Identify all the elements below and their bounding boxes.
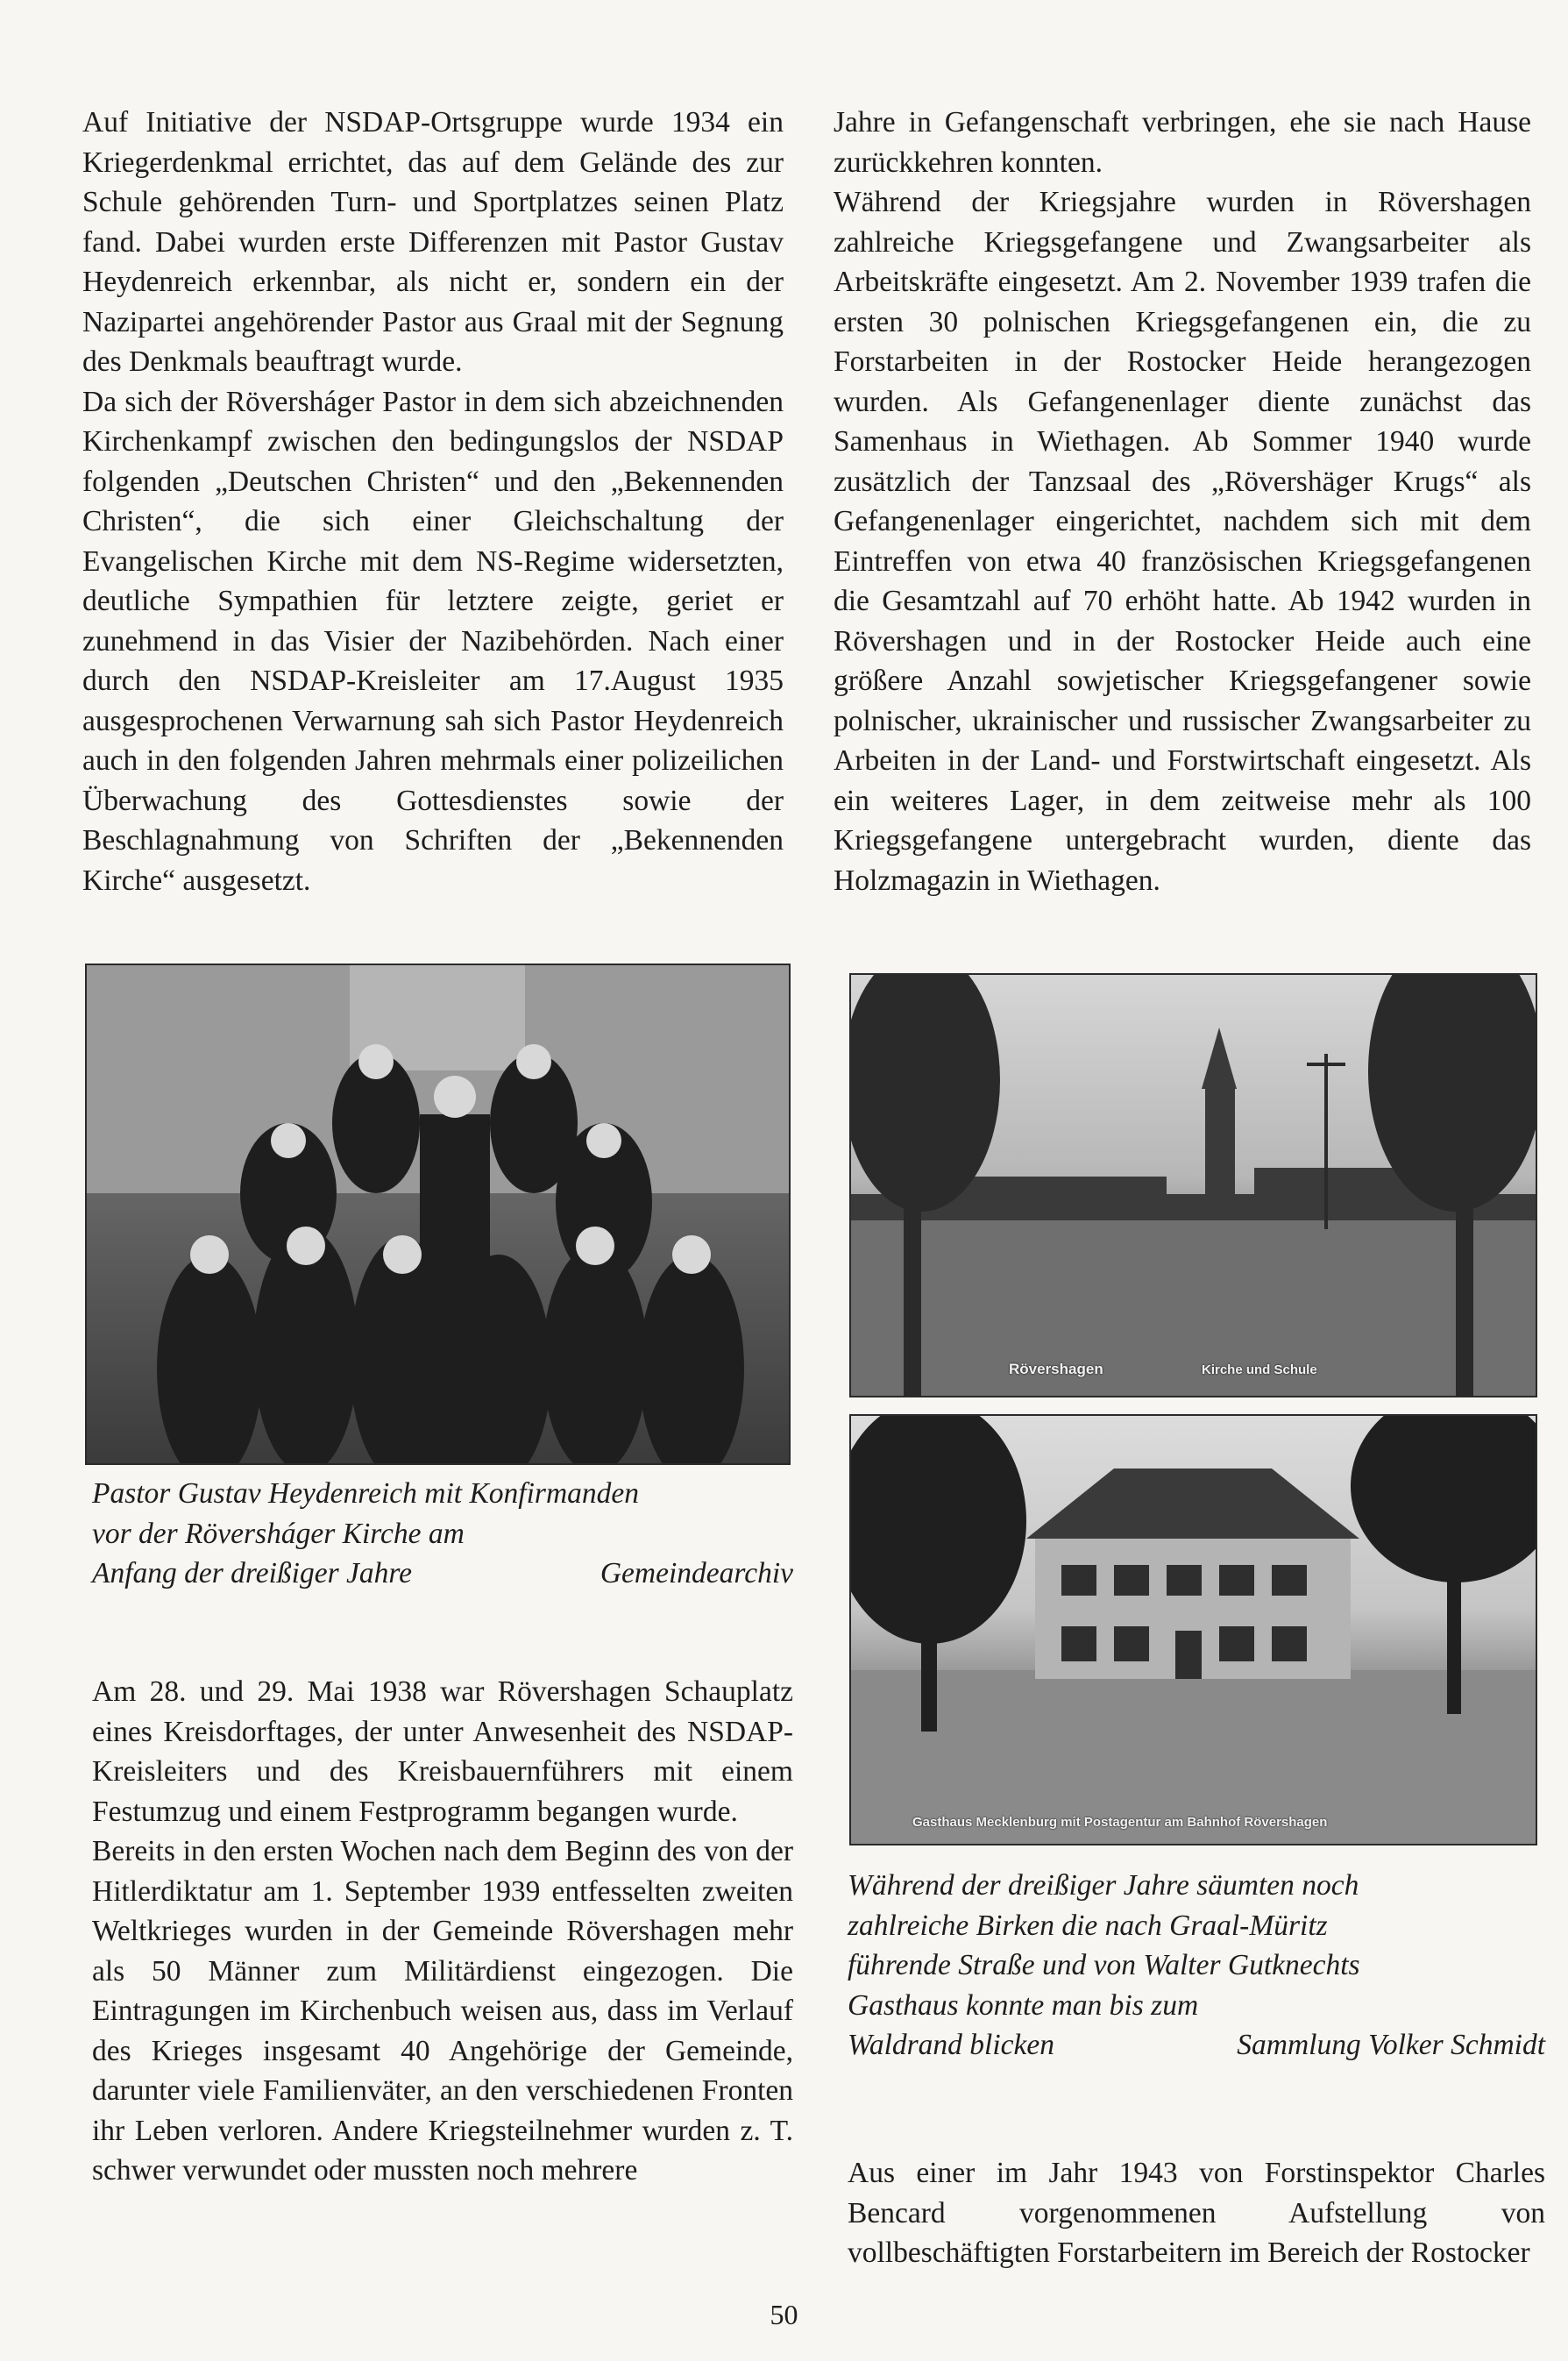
caption-line: zahlreiche Birken die nach Graal-Müritz: [848, 1909, 1328, 1942]
church-and-school-photo: [849, 973, 1537, 1397]
right-photo-caption: [848, 1866, 1545, 2066]
right-column-top-text: [834, 103, 1531, 900]
caption-line: vor der Röversháger Kirche am: [92, 1517, 465, 1550]
gasthaus-mecklenburg-photo: [849, 1414, 1537, 1845]
paragraph: Jahre in Gefangenschaft verbringen, ehe sie nach Hause zurückkehren konnten.: [834, 106, 1531, 179]
paragraph: Während der Kriegsjahre wurden in Rövershagen zahlreiche Kriegsgefangene und Zwangsarbeiter als Arbeitskräfte eingesetzt. Am 2. November 1939 trafen die ersten 30 polnischen Kriegsgefangenen ein, die zu Forstarbeiten in der Rostocker Heide herangezogen wurden. Als Gefangenenlager diente zunächst das Samenhaus in Wiethagen. Ab Sommer 1940 wurde zusätzlich der Tanzsaal des „Rövershäger Krugs“ als Gefangenenlager eingerichtet, nachdem sich mit dem Eintreffen von etwa 40 französischen Kriegsgefangenen die Gesamtzahl auf 70 erhöht hatte. Ab 1942 wurden in Rövershagen und in der Rostocker Heide auch eine größere Anzahl sowjetischer Kriegsgefangener sowie polnischer, ukrainischer und russischer Zwangsarbeiter zu Arbeiten in der Land- und Forstwirtschaft eingesetzt. Als ein weiteres Lager, in dem zeitweise mehr als 100 Kriegsgefangene untergebracht wurden, diente das Holzmagazin in Wiethagen.: [834, 186, 1531, 897]
paragraph: Auf Initiative der NSDAP-Ortsgruppe wurde 1934 ein Kriegerdenkmal errichtet, das auf dem Gelände des zur Schule gehörenden Turn- und Sportplatzes seinen Platz fand. Dabei wurden erste Differenzen mit Pastor Gustav Heydenreich erkennbar, als nicht er, sondern ein der Nazipartei angehörender Pastor aus Graal mit der Segnung des Denkmals beauftragt wurde.: [82, 106, 784, 378]
caption-line: [92, 1554, 793, 1594]
paragraph: Am 28. und 29. Mai 1938 war Rövershagen Schauplatz eines Kreisdorftages, der unter Anwesenheit des NSDAP-Kreisleiters und des Kreisbauernführers mit einem Festumzug und einem Festprogramm begangen wurde.: [92, 1675, 793, 1828]
photo-credit: Sammlung Volker Schmidt: [1237, 2029, 1545, 2061]
caption-line-text: Anfang der dreißiger Jahre: [92, 1557, 413, 1589]
paragraph: Aus einer im Jahr 1943 von Forstinspektor Charles Bencard vorgenommenen Aufstellung von vollbeschäftigten Forstarbeitern im Bereich der Rostocker: [848, 2157, 1545, 2269]
paragraph: Da sich der Röversháger Pastor in dem sich abzeichnenden Kirchenkampf zwischen den bedingungslos der NSDAP folgenden „Deutschen Christen“ und den „Bekennenden Christen“, die sich einer Gleichschaltung der Evangelischen Kirche mit dem NS-Regime widersetzten, deutliche Sympathien für letztere zeigte, geriet er zunehmend in das Visier der Nazibehörden. Nach einer durch den NSDAP-Kreisleiter am 17.August 1935 ausgesprochenen Verwarnung sah sich Pastor Heydenreich auch in den folgenden Jahren mehrmals einer polizeilichen Überwachung des Gottesdienstes sowie der Beschlagnahmung von Schriften der „Bekennenden Kirche“ ausgesetzt.: [82, 385, 784, 897]
left-column-bottom-text: [92, 1672, 793, 2191]
caption-line-text: Waldrand blicken: [848, 2029, 1055, 2061]
left-photo-caption: [92, 1474, 793, 1594]
caption-line: führende Straße und von Walter Gutknechts: [848, 1949, 1360, 1981]
caption-line: Gasthaus konnte man bis zum: [848, 1988, 1199, 2022]
photo-label-caption: Gasthaus Mecklenburg mit Postagentur am Bahnhof Rövershagen: [912, 1815, 1328, 1830]
caption-line: Pastor Gustav Heydenreich mit Konfirmanden: [92, 1477, 640, 1510]
paragraph: Bereits in den ersten Wochen nach dem Beginn des von der Hitlerdiktatur am 1. September 1939 entfesselten zweiten Weltkrieges wurden in der Gemeinde Rövershagen mehr als 50 Männer zum Militärdienst eingezogen. Die Eintragungen im Kirchenbuch weisen aus, dass im Verlauf des Krieges insgesamt 40 Angehörige der Gemeinde, darunter viele Familienväter, an den verschiedenen Fronten ihr Leben verloren. Andere Kriegsteilnehmer wurden z. T. schwer verwundet oder mussten noch mehrere: [92, 1835, 793, 2187]
confirmation-group-photo: [85, 964, 791, 1465]
caption-line: Während der dreißiger Jahre säumten noch: [848, 1869, 1359, 1902]
page-number: 50: [770, 2299, 798, 2330]
photo-label-place: Rövershagen: [1009, 1361, 1103, 1377]
photo-credit: Gemeindearchiv: [600, 1557, 793, 1589]
caption-line: [848, 2025, 1545, 2066]
right-column-bottom-text: [848, 2153, 1545, 2273]
photo-label-subject: Kirche und Schule: [1202, 1362, 1317, 1377]
left-column-top-text: [82, 103, 784, 900]
